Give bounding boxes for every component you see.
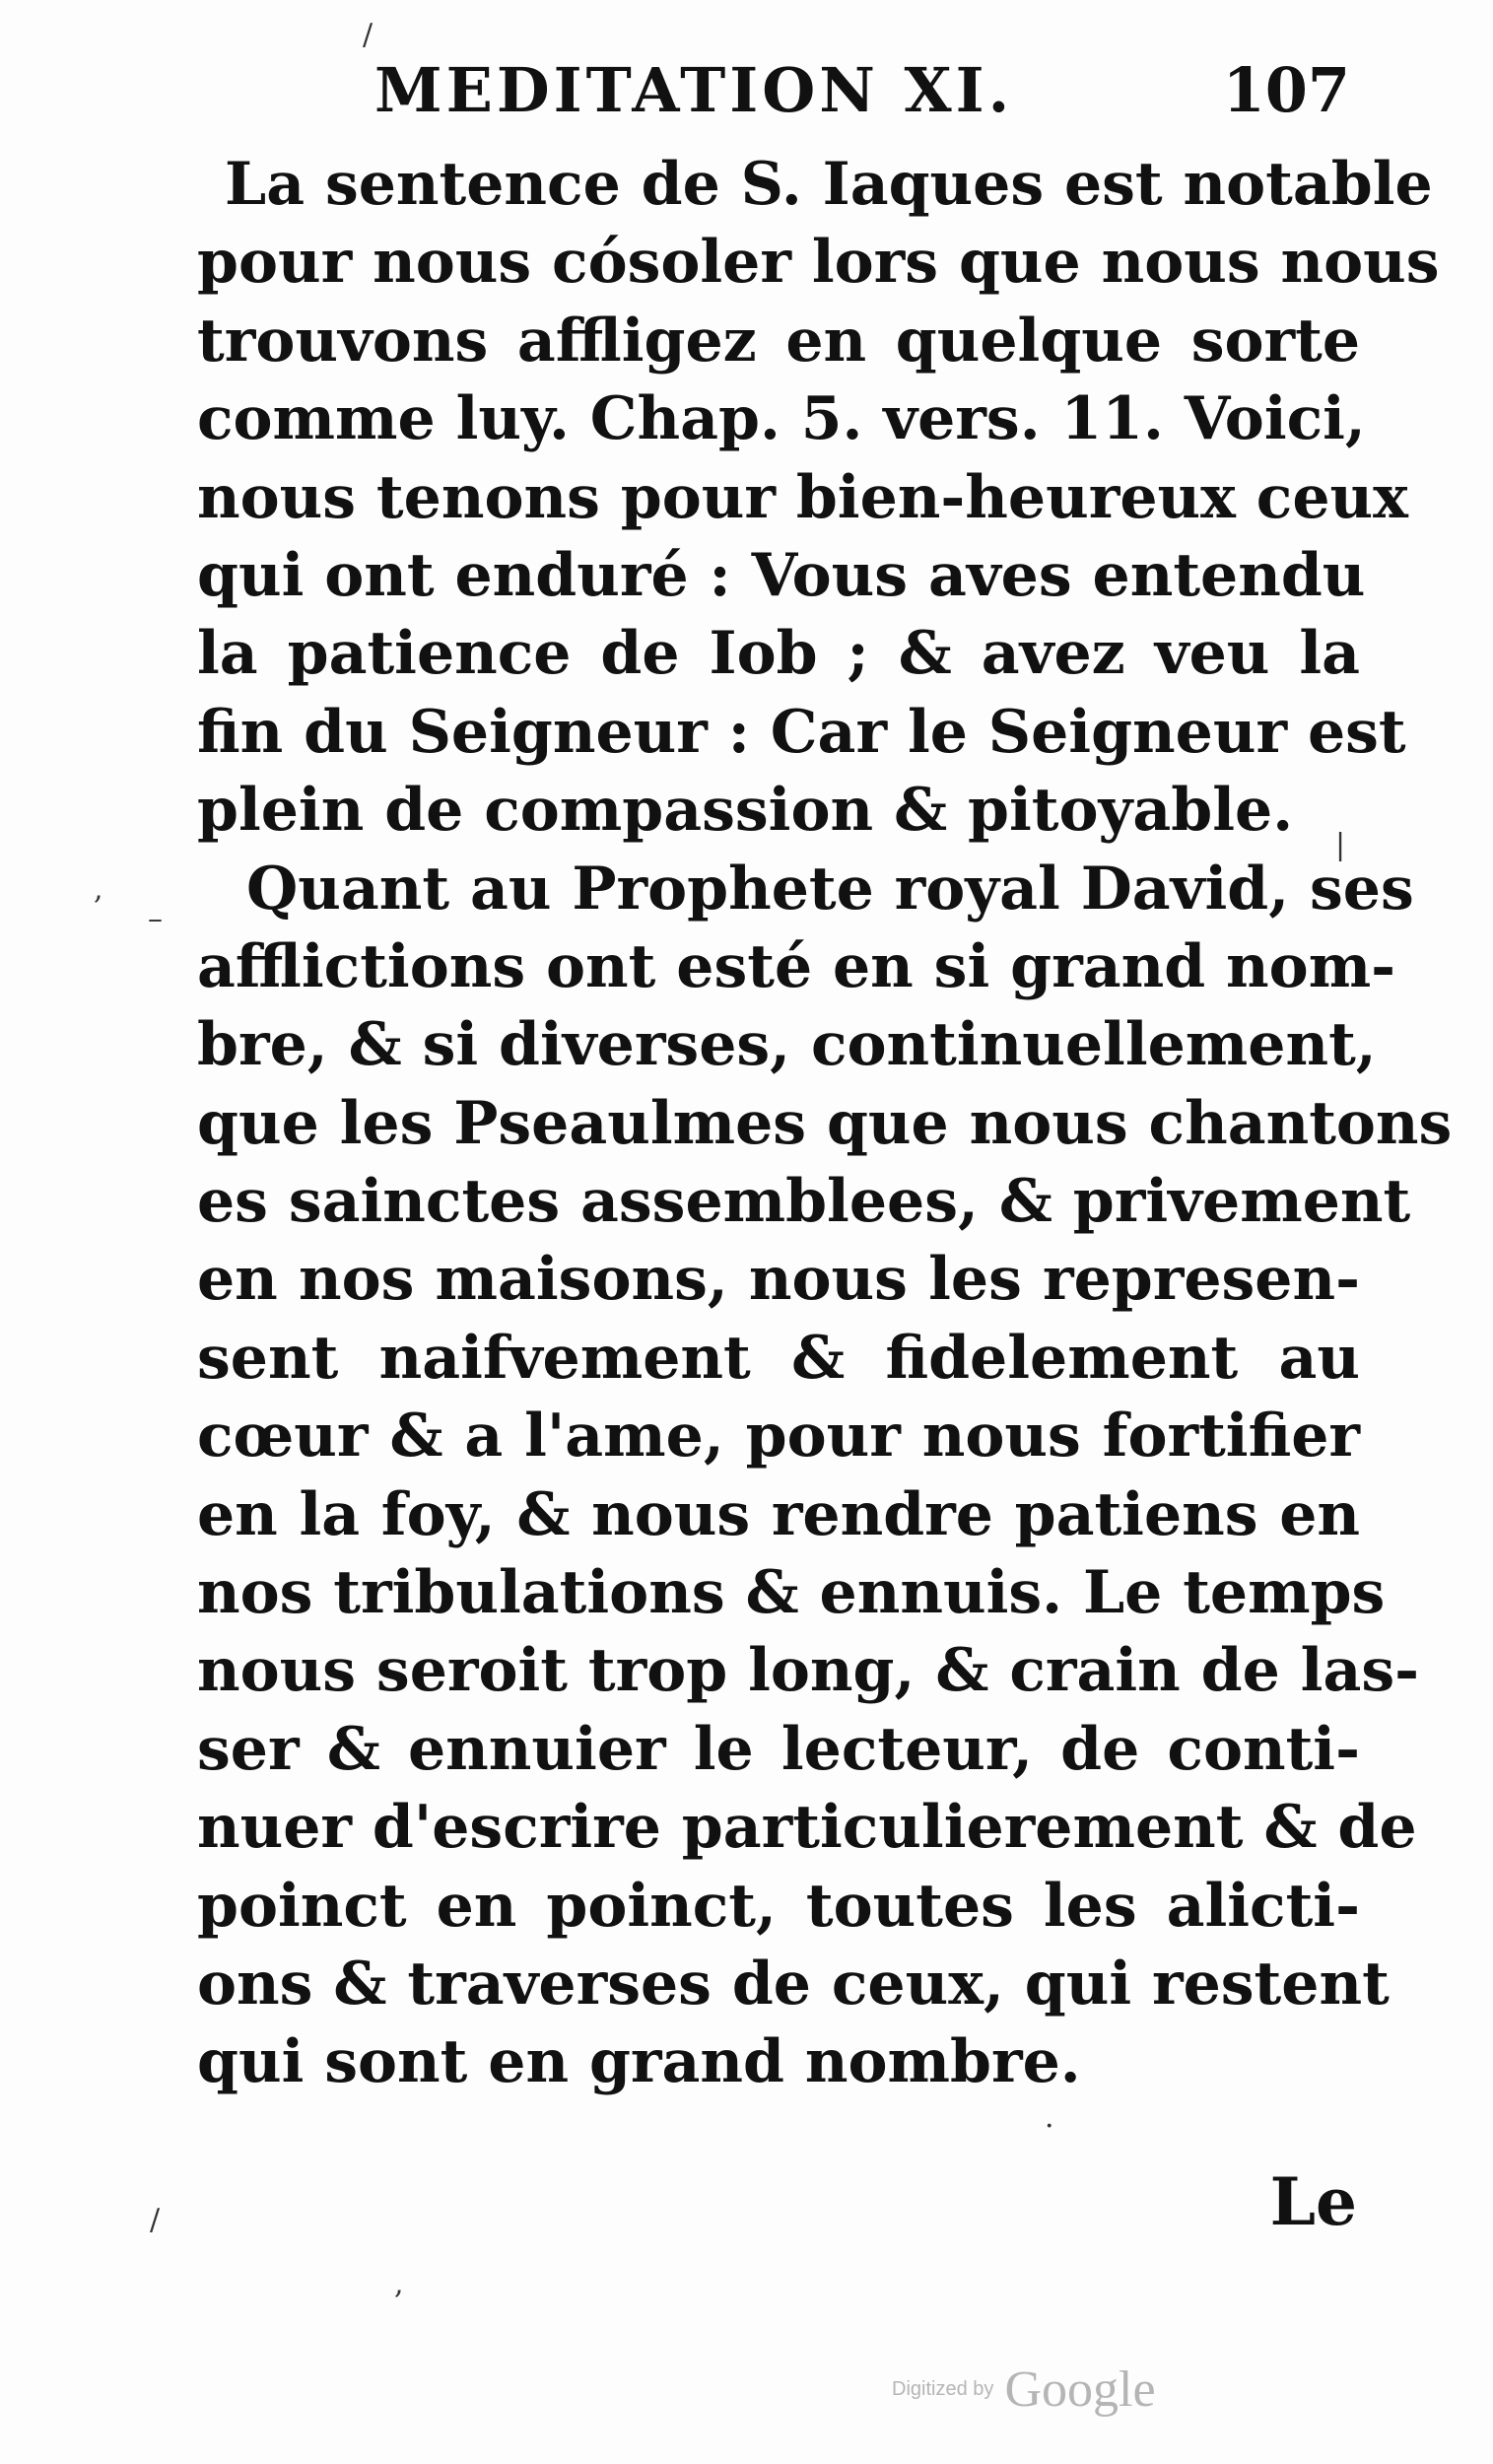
digitized-watermark	[892, 2361, 1156, 2419]
text-line: comme luy. Chap. 5. vers. 11. Voici,	[197, 384, 1366, 454]
text-line: qui ont enduré : Vous aves entendu	[197, 540, 1366, 610]
page-number: 107	[1222, 54, 1350, 126]
text-line: plein de compassion & pitoyable.	[197, 776, 1294, 846]
text-line: nous tenons pour bien-heureux ceux	[197, 462, 1408, 532]
body-text	[197, 146, 1453, 2102]
text-line: pour nous cósoler lors que nous nous	[197, 228, 1440, 298]
print-speck: /	[150, 2203, 161, 2237]
text-line: ons & traverses de ceux, qui restent	[197, 1949, 1390, 2019]
print-speck: ,	[94, 872, 103, 907]
watermark-brand: Google	[1004, 2361, 1156, 2418]
text-line: nos tribulations & ennuis. Le temps	[197, 1558, 1386, 1628]
text-line: bre, & si diverses, continuellement,	[197, 1010, 1377, 1080]
text-line: es sainctes assemblees, & privement	[197, 1167, 1411, 1237]
text-line: poinct en poinct, toutes les alicti-	[197, 1871, 1360, 1941]
watermark-prefix: Digitized by	[892, 2378, 994, 2400]
running-head: MEDITATION XI.	[374, 54, 1014, 126]
text-line: La sentence de S. Iaques est notable	[225, 150, 1433, 219]
print-speck: –	[148, 902, 163, 936]
text-line: que les Pseaulmes que nous chantons	[197, 1088, 1453, 1158]
text-line: fin du Seigneur : Car le Seigneur est	[197, 697, 1406, 767]
text-line: cœur & a l'ame, pour nous fortifier	[197, 1402, 1360, 1472]
print-speck: /	[363, 18, 373, 52]
print-speck: ·	[1045, 2109, 1054, 2144]
text-line: la patience de Iob ; & avez veu la	[197, 619, 1360, 689]
text-line: en nos maisons, nous les represen-	[197, 1245, 1360, 1315]
text-line: trouvons affligez en quelque sorte	[197, 306, 1360, 376]
text-line: qui sont en grand nombre.	[197, 2027, 1081, 2097]
text-line: nuer d'escrire particulierement & de	[197, 1793, 1417, 1863]
page-header	[374, 54, 1350, 143]
text-line: nous seroit trop long, & crain de las-	[197, 1636, 1420, 1706]
text-line: en la foy, & nous rendre patiens en	[197, 1479, 1360, 1549]
print-speck: |	[1335, 828, 1346, 862]
print-speck: ,	[394, 2267, 404, 2301]
text-line: sent naifvement & fidelement au	[197, 1323, 1360, 1393]
text-line: ser & ennuier le lecteur, de conti-	[197, 1714, 1360, 1784]
text-line: Quant au Prophete royal David, ses	[246, 854, 1414, 924]
catchword: Le	[1269, 2163, 1357, 2240]
text-line: afflictions ont esté en si grand nom-	[197, 931, 1396, 1001]
